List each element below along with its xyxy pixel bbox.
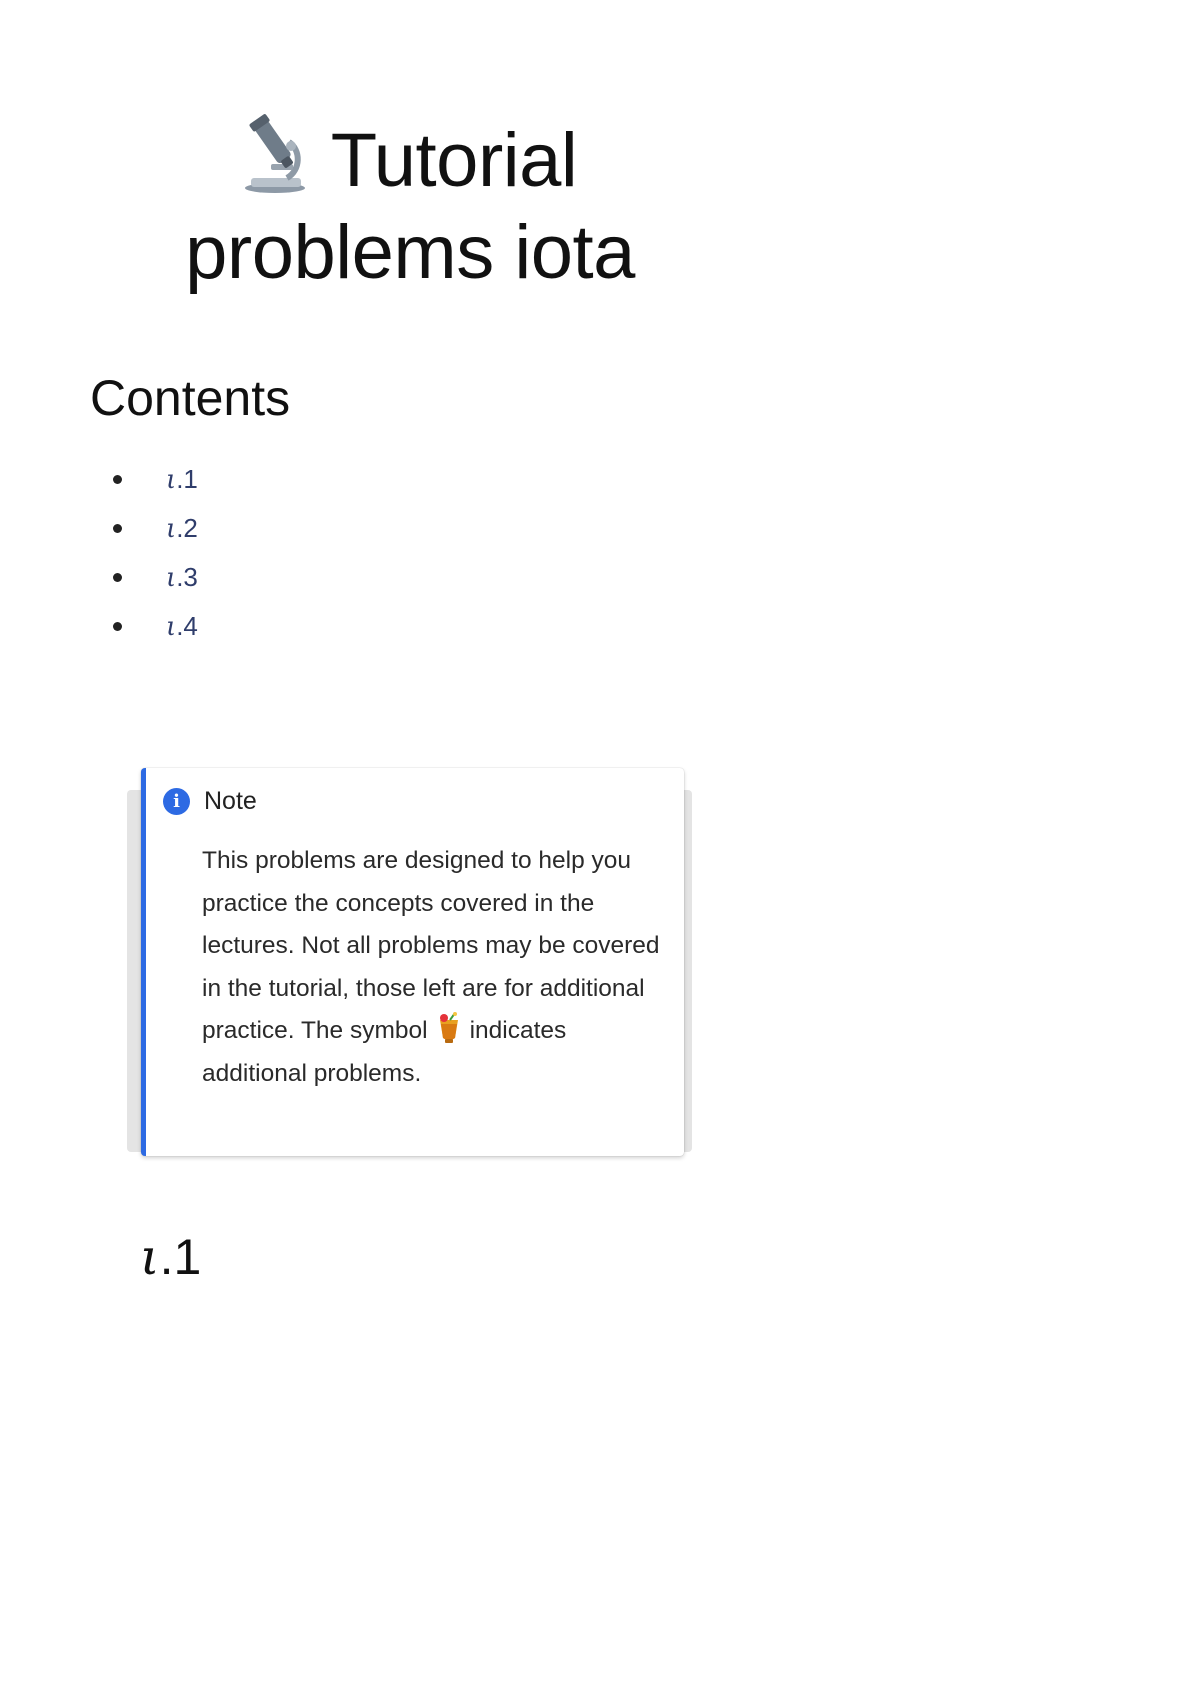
page-title <box>160 112 660 299</box>
contents-heading: Contents <box>90 370 291 426</box>
toc-item <box>110 609 198 658</box>
table-of-contents <box>110 462 198 658</box>
iota-symbol: ι <box>166 514 177 544</box>
iota-symbol: ι <box>166 612 177 642</box>
bullet-icon <box>113 524 122 533</box>
note-header <box>163 785 257 817</box>
iota-symbol: ι <box>166 563 177 593</box>
toc-link-3[interactable] <box>166 563 198 593</box>
section-heading-label: .1 <box>159 1229 202 1285</box>
toc-item <box>110 511 198 560</box>
note-text-continued: indicates additional problems. <box>202 1017 567 1087</box>
section-heading <box>140 1227 201 1287</box>
toc-link-2[interactable] <box>166 514 198 544</box>
note-text: This problems are designed to help you practice the concepts covered in the lectures. Not all problems may be covered in the tutorial, those left are for additional practice. The symbol <box>202 847 660 1044</box>
page-title-text: Tutorial problems iota <box>185 118 635 295</box>
toc-item <box>110 560 198 609</box>
note-admonition <box>141 768 684 1156</box>
toc-link-4[interactable] <box>166 612 198 642</box>
iota-symbol: ι <box>166 465 177 495</box>
bullet-icon <box>113 622 122 631</box>
note-body <box>202 840 662 1095</box>
bullet-icon <box>113 573 122 582</box>
tropical-drink-icon <box>436 1012 462 1044</box>
toc-link-1[interactable] <box>166 465 198 495</box>
microscope-icon <box>243 112 313 194</box>
bullet-icon <box>113 475 122 484</box>
note-title: Note <box>204 786 257 815</box>
toc-link-label: .3 <box>176 562 198 592</box>
toc-item <box>110 462 198 511</box>
toc-link-label: .2 <box>176 513 198 543</box>
toc-link-label: .4 <box>176 611 198 641</box>
iota-symbol: ι <box>140 1228 160 1286</box>
toc-link-label: .1 <box>176 464 198 494</box>
info-icon: i <box>163 788 190 815</box>
